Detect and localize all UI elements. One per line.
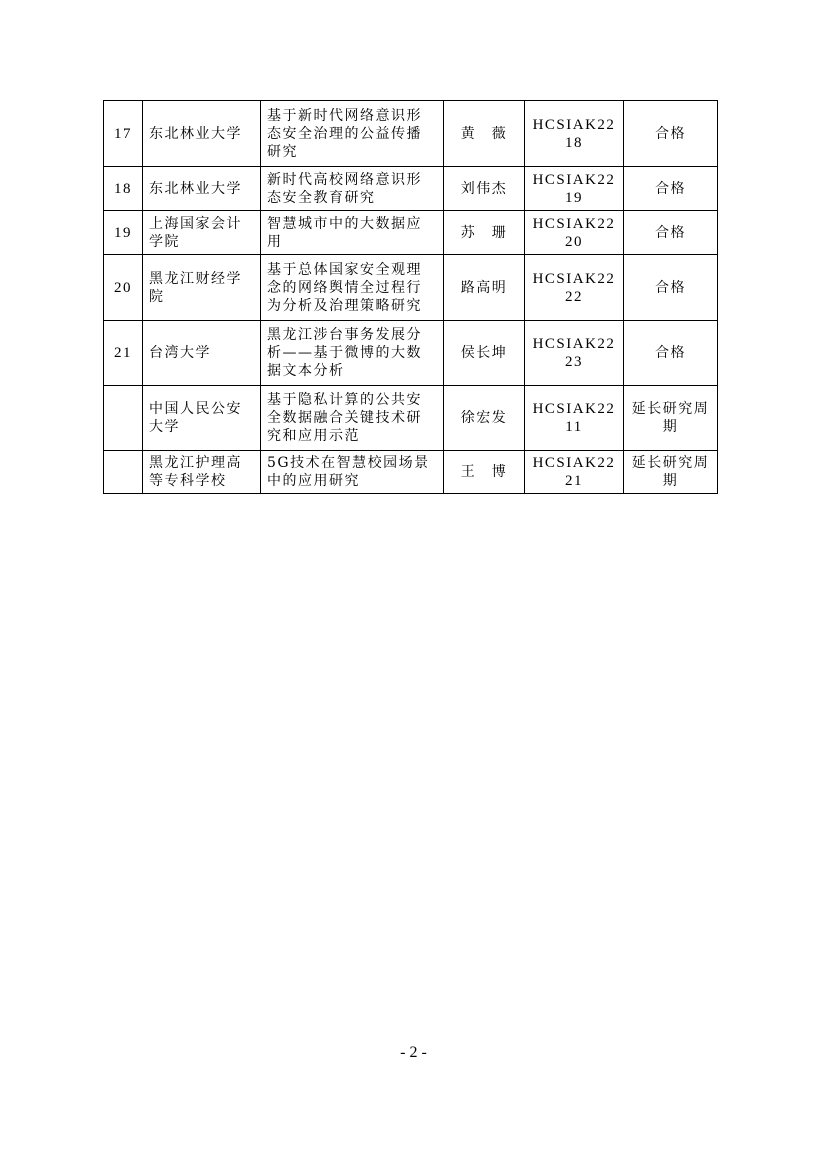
- project-leader: 黄 薇: [444, 101, 525, 167]
- project-title: 智慧城市中的大数据应用: [261, 211, 444, 255]
- page-number: - 2 -: [400, 1044, 427, 1061]
- review-result: 合格: [624, 255, 718, 321]
- project-title: 新时代高校网络意识形态安全教育研究: [261, 167, 444, 211]
- results-table: [103, 100, 718, 494]
- project-code: HCSIAK2221: [525, 451, 624, 494]
- table-row: [104, 255, 718, 321]
- organization: 黑龙江财经学院: [143, 255, 261, 321]
- review-result: 合格: [624, 321, 718, 386]
- row-number: [104, 386, 143, 451]
- project-title: 5G技术在智慧校园场景中的应用研究: [261, 451, 444, 494]
- project-title: 基于总体国家安全观理念的网络舆情全过程行为分析及治理策略研究: [261, 255, 444, 321]
- row-number: 20: [104, 255, 143, 321]
- organization: 东北林业大学: [143, 167, 261, 211]
- organization: 黑龙江护理高等专科学校: [143, 451, 261, 494]
- project-code: HCSIAK2222: [525, 255, 624, 321]
- table-row: [104, 321, 718, 386]
- project-leader: 徐宏发: [444, 386, 525, 451]
- project-title: 黑龙江涉台事务发展分析——基于微博的大数据文本分析: [261, 321, 444, 386]
- project-code: HCSIAK2220: [525, 211, 624, 255]
- table-row: [104, 386, 718, 451]
- table-row: [104, 167, 718, 211]
- project-code: HCSIAK2219: [525, 167, 624, 211]
- review-result: 延长研究周期: [624, 386, 718, 451]
- review-result: 延长研究周期: [624, 451, 718, 494]
- project-leader: 路高明: [444, 255, 525, 321]
- row-number: 19: [104, 211, 143, 255]
- review-result: 合格: [624, 101, 718, 167]
- project-code: HCSIAK2223: [525, 321, 624, 386]
- project-leader: 侯长坤: [444, 321, 525, 386]
- project-code: HCSIAK2211: [525, 386, 624, 451]
- row-number: 17: [104, 101, 143, 167]
- organization: 上海国家会计学院: [143, 211, 261, 255]
- review-result: 合格: [624, 167, 718, 211]
- project-leader: 刘伟杰: [444, 167, 525, 211]
- project-code: HCSIAK2218: [525, 101, 624, 167]
- organization: 台湾大学: [143, 321, 261, 386]
- table-row: [104, 101, 718, 167]
- review-result: 合格: [624, 211, 718, 255]
- table-row: [104, 451, 718, 494]
- organization: 中国人民公安大学: [143, 386, 261, 451]
- row-number: 18: [104, 167, 143, 211]
- project-title: 基于新时代网络意识形态安全治理的公益传播研究: [261, 101, 444, 167]
- row-number: 21: [104, 321, 143, 386]
- project-title: 基于隐私计算的公共安全数据融合关键技术研究和应用示范: [261, 386, 444, 451]
- row-number: [104, 451, 143, 494]
- project-leader: 苏 珊: [444, 211, 525, 255]
- organization: 东北林业大学: [143, 101, 261, 167]
- project-leader: 王 博: [444, 451, 525, 494]
- table-row: [104, 211, 718, 255]
